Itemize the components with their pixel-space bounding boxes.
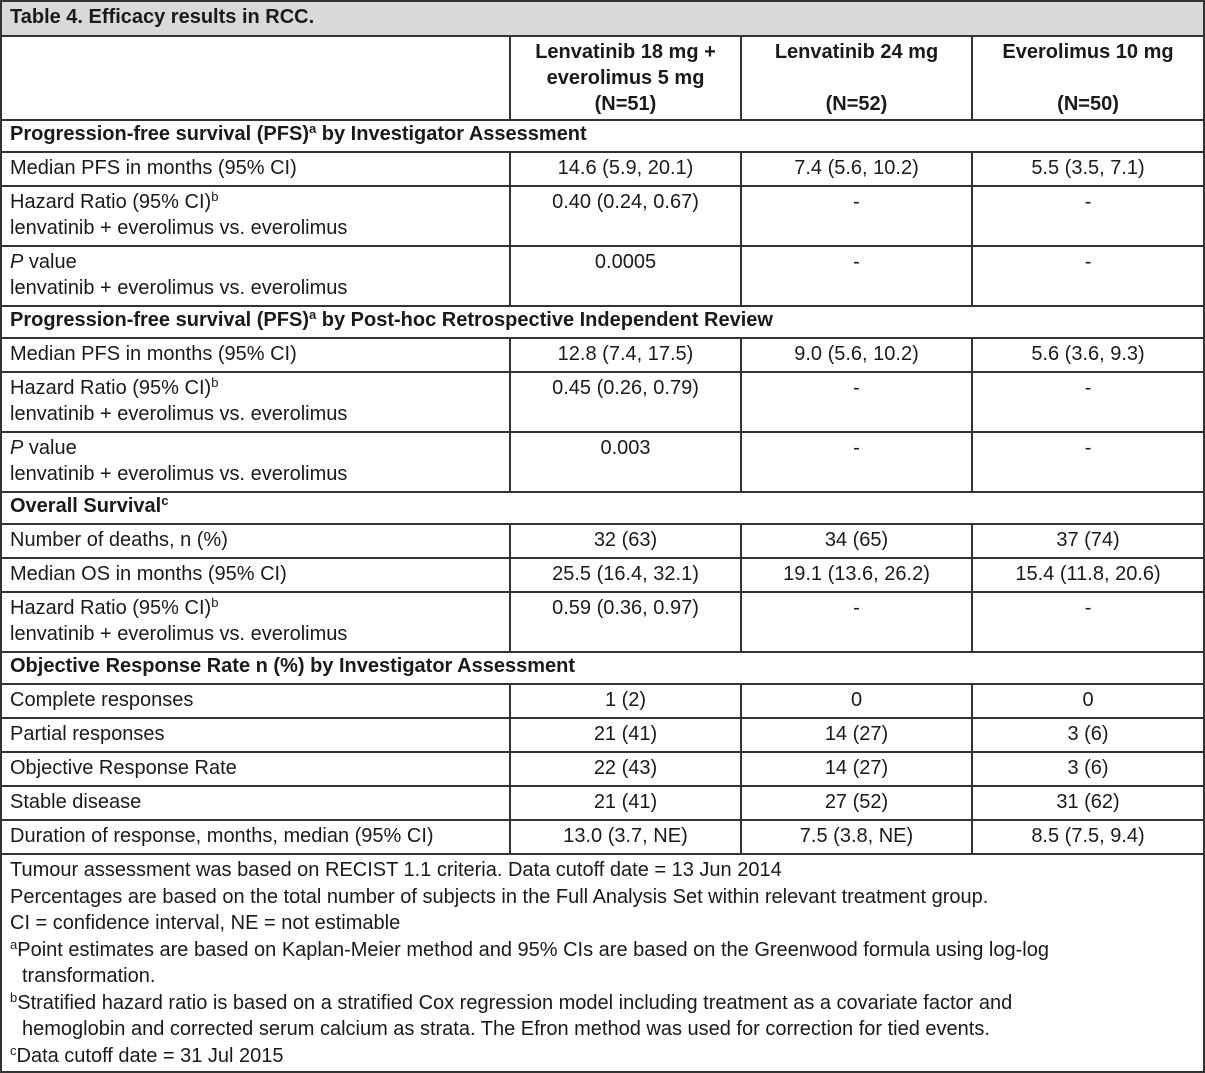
table-row [1,718,1204,752]
table-cell: - [972,246,1204,306]
row-label: P value lenvatinib + everolimus vs. everolimus [1,246,510,306]
table-row [1,372,1204,432]
table-row [1,592,1204,652]
section-title: Overall Survival$^c$ [1,492,1204,524]
table-cell: 14 (27) [741,752,972,786]
table-cell: 12.8 (7.4, 17.5) [510,338,741,372]
table-row [1,152,1204,186]
section-header-row [1,492,1204,524]
table-cell: 5.6 (3.6, 9.3) [972,338,1204,372]
table-body [1,120,1204,854]
table-cell: 22 (43) [510,752,741,786]
table-cell: 14 (27) [741,718,972,752]
table-cell: - [741,372,972,432]
footnote-a: $^a$Point estimates are based on Kaplan-Meier method and 95% CIs are based on the Greenwood formula using log-log [10,936,1049,961]
table-title: Table 4. Efficacy results in RCC. [1,1,1204,36]
table-cell: 27 (52) [741,786,972,820]
row-label: Hazard Ratio (95% CI)$^b$ lenvatinib + everolimus vs. everolimus [1,592,510,652]
table-cell: 7.4 (5.6, 10.2) [741,152,972,186]
table-cell: - [741,432,972,492]
table-row [1,432,1204,492]
footnote-a-cont: transformation. [22,965,156,987]
section-header-row [1,652,1204,684]
table-cell: - [972,186,1204,246]
table-cell: 0 [972,684,1204,718]
table-cell: 0.40 (0.24, 0.67) [510,186,741,246]
footnote-line: CI = confidence interval, NE = not estimable [10,912,401,934]
table-cell: 8.5 (7.5, 9.4) [972,820,1204,854]
footnote-line: Tumour assessment was based on RECIST 1.1 criteria. Data cutoff date = 13 Jun 2014 [10,859,782,881]
table-cell: 32 (63) [510,524,741,558]
table-row [1,684,1204,718]
row-label: Stable disease [1,786,510,820]
table-row [1,752,1204,786]
table-cell: 15.4 (11.8, 20.6) [972,558,1204,592]
table-cell: 9.0 (5.6, 10.2) [741,338,972,372]
row-label: Median OS in months (95% CI) [1,558,510,592]
table-row [1,186,1204,246]
table-cell: 25.5 (16.4, 32.1) [510,558,741,592]
footnote-b-cont: hemoglobin and corrected serum calcium as strata. The Efron method was used for correction for tied events. [22,1018,990,1040]
table-cell: 3 (6) [972,752,1204,786]
table-cell: 0.003 [510,432,741,492]
row-label: P value lenvatinib + everolimus vs. everolimus [1,432,510,492]
table-cell: - [972,592,1204,652]
row-label: Hazard Ratio (95% CI)$^b$ lenvatinib + everolimus vs. everolimus [1,186,510,246]
table-cell: - [741,186,972,246]
column-header-row [1,36,1204,120]
section-header-row [1,306,1204,338]
section-title: Progression-free survival (PFS)$^a$ by Post-hoc Retrospective Independent Review [1,306,1204,338]
table-row [1,246,1204,306]
table-cell: 7.5 (3.8, NE) [741,820,972,854]
table-cell: 14.6 (5.9, 20.1) [510,152,741,186]
table-cell: 1 (2) [510,684,741,718]
table-row [1,338,1204,372]
table-row [1,558,1204,592]
column-header-blank [1,36,510,120]
table-cell: 0 [741,684,972,718]
table-row [1,786,1204,820]
row-label: Partial responses [1,718,510,752]
section-title: Progression-free survival (PFS)$^a$ by Investigator Assessment [1,120,1204,152]
table-cell: 3 (6) [972,718,1204,752]
row-label: Objective Response Rate [1,752,510,786]
table-row [1,820,1204,854]
table-cell: 37 (74) [972,524,1204,558]
table-cell: 5.5 (3.5, 7.1) [972,152,1204,186]
row-label: Median PFS in months (95% CI) [1,338,510,372]
table-cell: 0.45 (0.26, 0.79) [510,372,741,432]
table-cell: 34 (65) [741,524,972,558]
table-cell: 0.59 (0.36, 0.97) [510,592,741,652]
section-header-row [1,120,1204,152]
table-cell: - [972,432,1204,492]
row-label: Duration of response, months, median (95% CI) [1,820,510,854]
footnotes [1,854,1204,1072]
row-label: Median PFS in months (95% CI) [1,152,510,186]
table-row [1,524,1204,558]
table-cell: 21 (41) [510,786,741,820]
section-title: Objective Response Rate n (%) by Investigator Assessment [1,652,1204,684]
table-cell: - [741,592,972,652]
row-label: Complete responses [1,684,510,718]
table-cell: - [741,246,972,306]
table-cell: 0.0005 [510,246,741,306]
footnote-line: Percentages are based on the total number of subjects in the Full Analysis Set within relevant treatment group. [10,885,989,908]
footnote-c: $^c$Data cutoff date = 31 Jul 2015 [10,1042,284,1067]
table-cell: 31 (62) [972,786,1204,820]
table-cell: 19.1 (13.6, 26.2) [741,558,972,592]
table-cell: 21 (41) [510,718,741,752]
footnote-b: $^b$Stratified hazard ratio is based on a stratified Cox regression model including treatment as a covariate factor and [10,989,1013,1014]
table-cell: - [972,372,1204,432]
row-label: Number of deaths, n (%) [1,524,510,558]
column-header-lenvatinib: Lenvatinib 24 mg (N=52) [741,36,972,120]
row-label: Hazard Ratio (95% CI)$^b$ lenvatinib + everolimus vs. everolimus [1,372,510,432]
table-cell: 13.0 (3.7, NE) [510,820,741,854]
column-header-combo: Lenvatinib 18 mg + everolimus 5 mg (N=51) [510,36,741,120]
column-header-everolimus: Everolimus 10 mg (N=50) [972,36,1204,120]
